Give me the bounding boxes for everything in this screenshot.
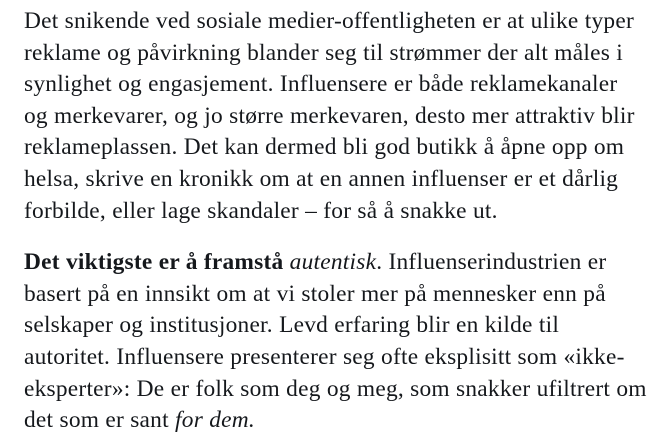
text-run-italic-autentisk: autentisk [289,249,377,276]
paragraph-2 [24,247,647,437]
text-run: Det snikende ved sosiale medier-offentligheten er at ulike typer reklame og påvirkning blander seg til strømmer der alt måles i synlighet og engasjement. Influensere er både reklamekanaler og merkevarer, og jo større merkevaren, desto mer attraktiv blir reklameplassen. Det kan dermed bli god butikk å åpne opp om helsa, skrive en kronikk om at en annen influenser er et dårlig forbilde, eller lage skandaler – for så å snakke ut. [24,8,635,224]
text-run: . Influenserindustrien er basert på en innsikt om at vi stoler mer på mennesker enn på selskaper og institusjoner. Levd erfaring blir en kilde til autoritet. Influensere presenterer seg ofte eksplisitt som «ikke-eksperter»: De er folk som deg og meg, som snakker ufiltrert om det som er sant [24,249,647,434]
text-run-bold-lead: Det viktigste er å framstå [24,249,290,276]
text-run-italic-for-dem: for dem. [175,407,255,434]
paragraph-1 [24,6,647,227]
